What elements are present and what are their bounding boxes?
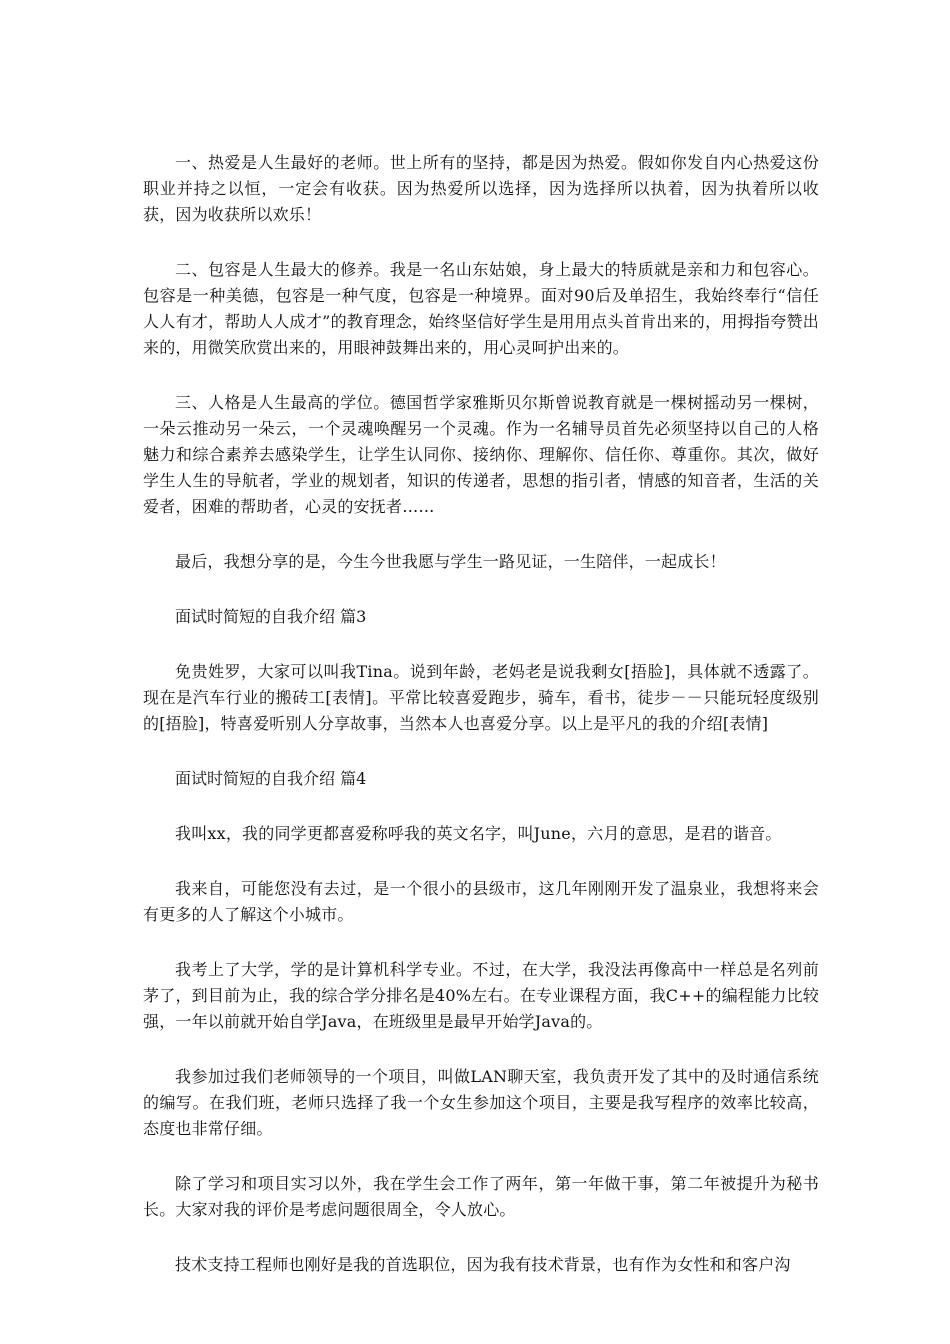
paragraph-june-name: 我叫xx，我的同学更都喜爱称呼我的英文名字，叫June，六月的意思，是君的谐音。 (175, 824, 782, 843)
paragraph-hometown: 我来自，可能您没有去过，是一个很小的县级市，这几年刚刚开发了温泉业，我想将来会有更多的人了解这个小城市。 (143, 879, 819, 924)
paragraph-tolerance: 二、包容是人生最大的修养。我是一名山东姑娘，身上最大的特质就是亲和力和包容心。包容是一种美德，包容是一种气度，包容是一种境界。面对90后及单招生，我始终奉行“信任人人有才，帮助人人成才”的教育理念，始终坚信好学生是用用点头首肯出来的，用拇指夸赞出来的，用微笑欣赏出来的，用眼神鼓舞出来的，用心灵呵护出来的。 (143, 260, 819, 357)
paragraph-tech-support: 技术支持工程师也刚好是我的首选职位，因为我有技术背景，也有作为女性和和客户沟 (175, 1255, 791, 1274)
document-body (143, 150, 819, 1307)
paragraph-closing: 最后，我想分享的是，今生今世我愿与学生一路见证，一生陪伴，一起成长！ (175, 552, 726, 571)
section-heading-3: 面试时简短的自我介绍 篇3 (175, 607, 367, 626)
paragraph-personality: 三、人格是人生最高的学位。德国哲学家雅斯贝尔斯曾说教育就是一棵树摇动另一棵树，一朵云推动另一朵云，一个灵魂唤醒另一个灵魂。作为一名辅导员首先必须坚持以自己的人格魅力和综合素养去感染学生，让学生认同你、接纳你、理解你、信任你、尊重你。其次，做好学生人生的导航者，学业的规划者，知识的传递者，思想的指引者，情感的知音者，生活的关爱者，困难的帮助者，心灵的安抚者…… (143, 393, 819, 516)
paragraph-university: 我考上了大学，学的是计算机科学专业。不过，在大学，我没法再像高中一样总是名列前茅了，到目前为止，我的综合学分排名是40%左右。在专业课程方面，我C++的编程能力比较强，一年以前就开始自学Java，在班级里是最早开始学Java的。 (143, 960, 819, 1031)
paragraph-project: 我参加过我们老师领导的一个项目，叫做LAN聊天室，我负责开发了其中的及时通信系统的编写。在我们班，老师只选择了我一个女生参加这个项目，主要是我写程序的效率比较高，态度也非常仔细。 (143, 1067, 819, 1138)
paragraph-love: 一、热爱是人生最好的老师。世上所有的坚持，都是因为热爱。假如你发自内心热爱这份职业并持之以恒，一定会有收获。因为热爱所以选择，因为选择所以执着，因为执着所以收获，因为收获所以欢乐！ (143, 153, 819, 224)
section-heading-4: 面试时简短的自我介绍 篇4 (175, 769, 367, 788)
paragraph-student-union: 除了学习和项目实习以外，我在学生会工作了两年，第一年做干事，第二年被提升为秘书长。大家对我的评价是考虑问题很周全，令人放心。 (143, 1174, 819, 1219)
paragraph-tina-intro: 免贵姓罗，大家可以叫我Tina。说到年龄，老妈老是说我剩女[捂脸]，具体就不透露了。现在是汽车行业的搬砖工[表情]。平常比较喜爱跑步，骑车，看书，徒步－－只能玩轻度级别的[捂脸]，特喜爱听别人分享故事，当然本人也喜爱分享。以上是平凡的我的介绍[表情] (143, 662, 819, 733)
